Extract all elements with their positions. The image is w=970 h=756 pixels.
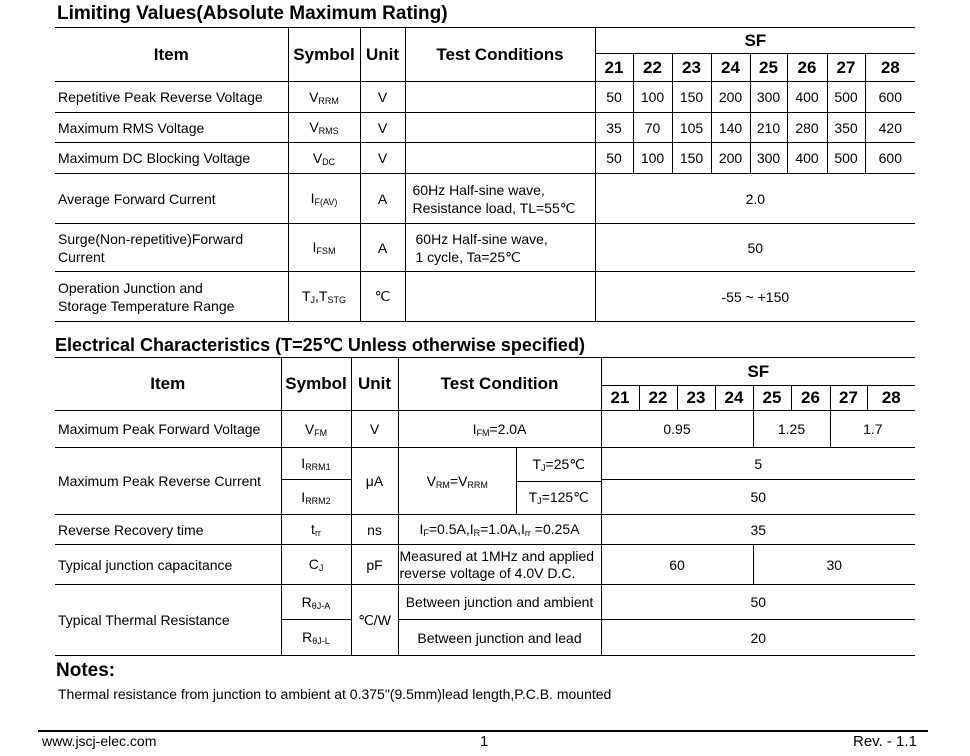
item-line: Storage Temperature Range	[58, 297, 235, 314]
test-sub: R	[473, 528, 481, 538]
header-test: Test Condition	[398, 358, 601, 411]
sym-sub: DC	[322, 156, 336, 167]
cell-merged: 60	[601, 545, 753, 585]
cell: 200	[711, 82, 750, 113]
sym-sub: RRM1	[305, 462, 331, 473]
test-line: Measured at 1MHz and applied	[399, 547, 595, 564]
table-row	[55, 82, 915, 113]
sym-sub: J	[318, 563, 324, 573]
row-unit: pF	[351, 545, 398, 585]
header-sf-group: SF	[601, 358, 915, 386]
col-26: 26	[791, 386, 830, 411]
row-unit: V	[360, 82, 405, 113]
cell: 150	[672, 82, 711, 113]
header-item: Item	[55, 28, 288, 82]
test-line: 60Hz Half-sine wave,	[412, 181, 545, 198]
sym: C	[308, 556, 319, 572]
sym: V	[304, 420, 315, 437]
test-part: =0.5A,I	[428, 521, 474, 537]
row-item: Maximum Peak Forward Voltage	[55, 411, 281, 448]
test-sub: F	[423, 528, 429, 538]
table-row	[55, 585, 915, 620]
sym: R	[302, 629, 313, 645]
row-unit: A	[360, 174, 405, 224]
sym-sub: RRM2	[305, 495, 331, 506]
row-item: Repetitive Peak Reverse Voltage	[55, 82, 288, 113]
row-test: Between junction and ambient	[398, 585, 601, 620]
table-row	[55, 411, 915, 448]
table-row	[55, 224, 915, 272]
row-unit: ns	[351, 515, 398, 545]
cell-merged: 50	[601, 480, 915, 515]
row-item	[55, 224, 288, 272]
sym: V	[309, 119, 319, 135]
cell-merged: 50	[601, 585, 915, 620]
sym-sub: FSM	[316, 246, 336, 256]
page-number: 1	[480, 733, 489, 750]
row-item: Maximum DC Blocking Voltage	[55, 143, 288, 174]
col-23: 23	[677, 386, 715, 411]
cell: 150	[672, 143, 711, 174]
cell: 600	[865, 143, 915, 174]
test-sym: I	[472, 420, 477, 437]
cell-merged: 50	[595, 224, 915, 272]
limiting-header-row	[55, 28, 915, 54]
cell: 200	[711, 143, 750, 174]
cell-merged: 35	[601, 515, 915, 545]
row-test	[398, 515, 601, 545]
sym-sub: θJ-A	[311, 600, 331, 611]
sym: I	[312, 239, 317, 255]
row-unit: μA	[351, 448, 398, 515]
cell-merged: 1.25	[753, 411, 830, 448]
row-test	[405, 174, 595, 224]
col-28: 28	[867, 386, 915, 411]
test-part: =1.0A,I	[480, 521, 525, 537]
limiting-table	[55, 27, 915, 322]
row-symbol	[288, 224, 360, 272]
row-symbol	[281, 515, 351, 545]
cell-merged: -55 ~ +150	[595, 272, 915, 322]
col-25: 25	[750, 54, 787, 82]
test-sub: FM	[476, 427, 490, 438]
item-line: Operation Junction and	[58, 279, 203, 296]
t-sub: J	[537, 496, 542, 507]
col-24: 24	[715, 386, 753, 411]
sym: V	[312, 149, 323, 166]
cell: 100	[633, 82, 672, 113]
sym: I	[301, 488, 306, 505]
table-row	[399, 448, 601, 481]
row-item: Maximum RMS Voltage	[55, 113, 288, 143]
t-sym: T	[528, 489, 538, 506]
test-line: Resistance load, TL=55℃	[412, 199, 576, 216]
cell-merged: 2.0	[595, 174, 915, 224]
row-test	[398, 448, 601, 515]
row-test	[405, 113, 595, 143]
col-28: 28	[865, 54, 915, 82]
irrm-temp1	[517, 448, 601, 481]
row-item: Reverse Recovery time	[55, 515, 281, 545]
sym: ,T	[315, 288, 328, 304]
row-unit: V	[351, 411, 398, 448]
row-test	[405, 272, 595, 322]
table-row	[55, 143, 915, 174]
header-unit: Unit	[351, 358, 398, 411]
cell: 500	[827, 82, 865, 113]
cell: 35	[595, 113, 633, 143]
row-symbol	[288, 82, 360, 113]
sym-sub: RMS	[318, 126, 339, 136]
footer-divider	[38, 730, 928, 732]
irrm-condition-table	[399, 448, 601, 514]
cell-merged: 0.95	[601, 411, 753, 448]
table-row	[55, 448, 915, 480]
sym-sub: rr	[314, 528, 321, 538]
row-test	[405, 143, 595, 174]
table-row	[55, 113, 915, 143]
cell: 300	[750, 82, 787, 113]
electrical-table	[55, 357, 915, 656]
row-symbol	[281, 448, 351, 480]
cell: 300	[750, 143, 787, 174]
row-unit: ℃/W	[351, 585, 398, 656]
row-unit: ℃	[360, 272, 405, 322]
row-symbol	[288, 113, 360, 143]
header-sf-group: SF	[595, 28, 915, 54]
t-rest: =125℃	[541, 489, 589, 506]
sym-sub: θJ-L	[312, 636, 330, 646]
t-sub: J	[541, 462, 546, 473]
cell-merged: 1.7	[830, 411, 915, 448]
notes-text: Thermal resistance from junction to ambient at 0.375"(9.5mm)lead length,P.C.B. mounted	[58, 686, 612, 702]
table-row	[55, 174, 915, 224]
col-27: 27	[830, 386, 867, 411]
cell: 420	[865, 113, 915, 143]
cell: 280	[787, 113, 827, 143]
row-test	[398, 545, 601, 585]
row-item: Typical junction capacitance	[55, 545, 281, 585]
t-sym: T	[532, 455, 542, 472]
row-item: Typical Thermal Resistance	[55, 585, 281, 656]
row-symbol	[288, 174, 360, 224]
col-23: 23	[672, 54, 711, 82]
row-item	[55, 272, 288, 322]
cond-sub: RRM	[467, 479, 488, 490]
irrm-cond	[399, 448, 517, 514]
sym: T	[301, 288, 311, 304]
t-rest: =25℃	[545, 455, 586, 472]
table-row	[55, 515, 915, 545]
header-symbol: Symbol	[281, 358, 351, 411]
row-test: Between junction and lead	[398, 620, 601, 656]
item-line: Surge(Non-repetitive)Forward	[58, 230, 244, 247]
row-item: Average Forward Current	[55, 174, 288, 224]
row-unit: V	[360, 143, 405, 174]
header-test: Test Conditions	[405, 28, 595, 82]
row-symbol	[281, 480, 351, 515]
cell: 500	[827, 143, 865, 174]
test-sub: rr	[524, 528, 531, 538]
row-symbol	[288, 143, 360, 174]
col-22: 22	[633, 54, 672, 82]
sym-sub: J	[310, 295, 316, 305]
revision: Rev. - 1.1	[853, 733, 917, 750]
item-line: Current	[58, 248, 105, 265]
row-symbol	[281, 411, 351, 448]
col-21: 21	[595, 54, 633, 82]
table-row	[55, 545, 915, 585]
sym: I	[310, 190, 315, 206]
test-line: 1 cycle, Ta=25℃	[415, 248, 521, 265]
col-24: 24	[711, 54, 750, 82]
cell-merged: 20	[601, 620, 915, 656]
limiting-title: Limiting Values(Absolute Maximum Rating)	[57, 3, 448, 24]
sym-sub: FM	[314, 427, 328, 438]
cell: 400	[787, 82, 827, 113]
sym: R	[301, 593, 312, 610]
test-line: 60Hz Half-sine wave,	[415, 230, 548, 247]
cell: 70	[633, 113, 672, 143]
col-25: 25	[753, 386, 791, 411]
notes-title: Notes:	[56, 660, 116, 681]
cond-sym: =V	[449, 472, 468, 489]
sym: V	[309, 88, 319, 105]
cell: 350	[827, 113, 865, 143]
row-symbol	[281, 620, 351, 656]
sym: I	[301, 455, 306, 472]
cell-merged: 30	[753, 545, 915, 585]
test-rest: =2.0A	[489, 420, 527, 437]
col-22: 22	[639, 386, 677, 411]
irrm-temp2	[517, 481, 601, 514]
row-symbol	[281, 585, 351, 620]
sym: t	[311, 521, 315, 537]
row-symbol	[281, 545, 351, 585]
cell: 100	[633, 143, 672, 174]
electrical-title: Electrical Characteristics (T=25℃ Unless otherwise specified)	[55, 335, 585, 355]
cond-sym: V	[426, 472, 436, 489]
row-symbol	[288, 272, 360, 322]
test-part: =0.25A	[530, 521, 580, 537]
row-item: Maximum Peak Reverse Current	[55, 448, 281, 515]
header-item: Item	[55, 358, 281, 411]
cell: 105	[672, 113, 711, 143]
row-unit: A	[360, 224, 405, 272]
test-line: reverse voltage of 4.0V D.C.	[399, 564, 576, 581]
sym-sub: F(AV)	[314, 197, 338, 207]
electrical-header-row	[55, 358, 915, 386]
header-unit: Unit	[360, 28, 405, 82]
cell: 400	[787, 143, 827, 174]
cell-merged: 5	[601, 448, 915, 480]
col-27: 27	[827, 54, 865, 82]
row-test	[405, 82, 595, 113]
cell: 600	[865, 82, 915, 113]
row-unit: V	[360, 113, 405, 143]
test-part: I	[419, 521, 424, 537]
table-row	[55, 272, 915, 322]
row-test	[398, 411, 601, 448]
col-21: 21	[601, 386, 639, 411]
header-symbol: Symbol	[288, 28, 360, 82]
sym-sub: RRM	[318, 95, 339, 106]
cell: 50	[595, 82, 633, 113]
cell: 140	[711, 113, 750, 143]
footer-url[interactable]: www.jscj-elec.com	[42, 733, 157, 749]
cond-sub: RM	[435, 479, 450, 490]
cell: 50	[595, 143, 633, 174]
sym-sub: STG	[327, 295, 347, 305]
row-test	[405, 224, 595, 272]
col-26: 26	[787, 54, 827, 82]
cell: 210	[750, 113, 787, 143]
